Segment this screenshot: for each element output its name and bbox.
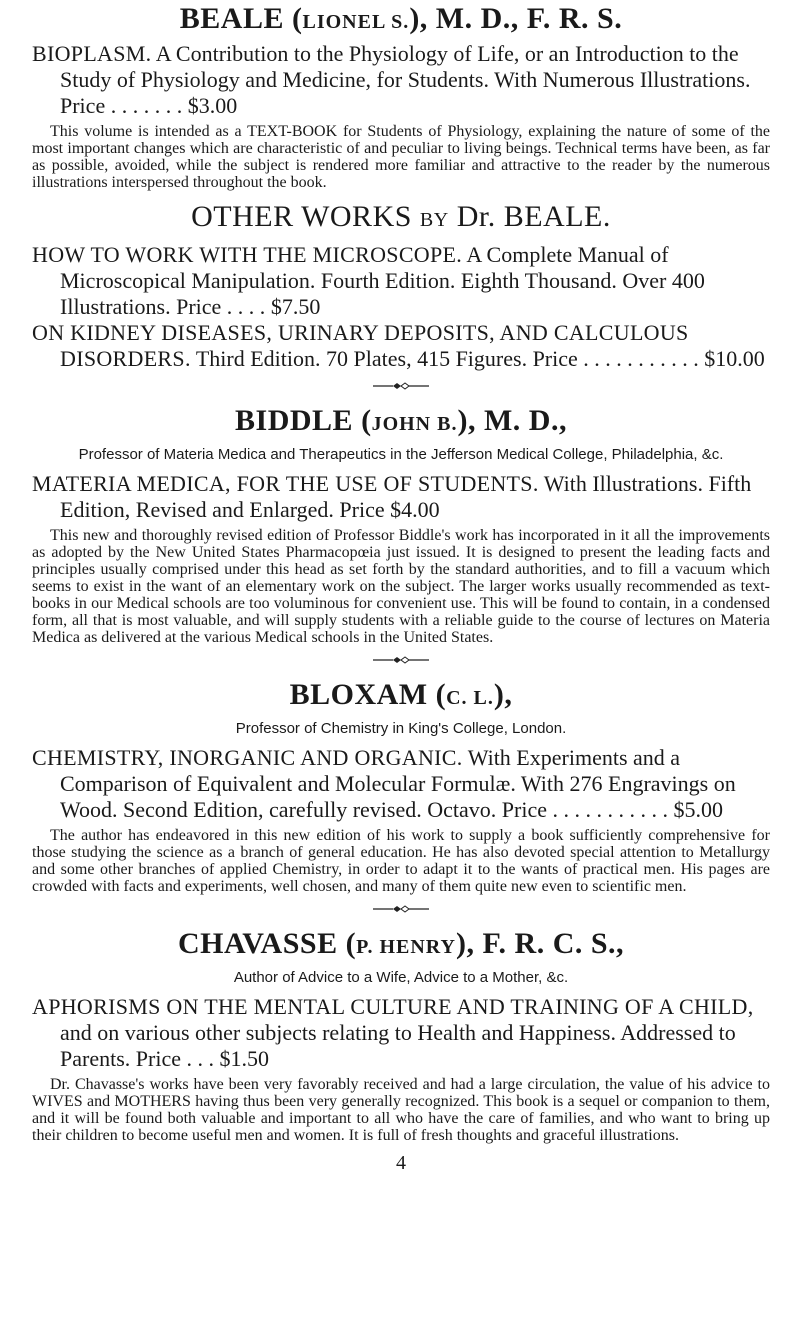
book-title-text: Third Edition. 70 Plates, 415 Figures. Price . . . . . . . . . . . bbox=[195, 346, 699, 371]
author-affiliation: Author of Advice to a Wife, Advice to a Mother, &c. bbox=[233, 969, 569, 986]
divider-ornament-icon bbox=[371, 656, 431, 664]
book-title-lead: BIOPLASM. bbox=[32, 41, 152, 66]
heading-text: OTHER WORKS bbox=[191, 200, 420, 233]
author-name: BEALE ( bbox=[179, 2, 303, 35]
book-title-lead: APHORISMS ON THE MENTAL CULTURE AND TRAINING OF A CHILD, bbox=[32, 994, 754, 1019]
author-credentials: ), F. R. C. S., bbox=[455, 927, 625, 960]
author-credentials: ), M. D., F. R. S. bbox=[409, 2, 623, 35]
book-title-lead: HOW TO WORK WITH THE MICROSCOPE. bbox=[32, 242, 463, 267]
author-initials: LIONEL S. bbox=[302, 11, 410, 33]
book-price: $1.50 bbox=[219, 1046, 269, 1071]
book-title-lead: MATERIA MEDICA, FOR THE USE OF STUDENTS. bbox=[32, 471, 539, 496]
author-affiliation: Professor of Chemistry in King's College, London. bbox=[235, 720, 567, 737]
book-title-materia-medica bbox=[32, 471, 770, 523]
author-name: BLOXAM ( bbox=[289, 678, 447, 711]
author-heading-biddle bbox=[32, 402, 770, 443]
book-description: This new and thoroughly revised edition of Professor Biddle's work has incorporated in it all the improvements as adopted by the New United States Pharmacopœia just issued. It is designed to present the leading facts and principles usually comprised under this head as set forth by the standard authorities, and to fill a vacuum which seems to exist in the want of an elementary work on the subject. The larger works usually recommended as text-books in our Medical schools are too voluminous for convenient use. This will be found to contain, in a condensed form, all that is most valuable, and will supply students with a reliable guide to the course of lectures on Materia Medica as delivered at the various Medical schools in the United States. bbox=[32, 527, 770, 646]
page-number: 4 bbox=[396, 1152, 406, 1174]
book-description: Dr. Chavasse's works have been very favorably received and had a large circulation, the value of his advice to WIVES and MOTHERS having thus been very generally recognized. This book is a sequel or companion to them, and it will be found both valuable and important to all who have the care of families, and who want to bring up their children to become useful men and women. It is full of fresh thoughts and graceful illustrations. bbox=[32, 1076, 770, 1144]
divider-ornament-icon bbox=[371, 382, 431, 390]
book-description: The author has endeavored in this new edition of his work to supply a book sufficiently comprehensive for those studying the science as a branch of general education. He has also devoted special attention to Metallurgy and some other branches of applied Chemistry, in order to adapt it to the wants of practical men. His pages are crowded with facts and experiments, well chosen, and many of them quite new even to scientific men. bbox=[32, 827, 770, 895]
author-name: BIDDLE ( bbox=[235, 404, 372, 437]
book-price: $4.00 bbox=[390, 497, 440, 522]
heading-author: Dr. BEALE. bbox=[448, 200, 611, 233]
author-credentials: ), bbox=[493, 678, 513, 711]
book-title-bioplasm bbox=[32, 41, 770, 119]
heading-by: BY bbox=[419, 209, 449, 231]
author-heading-chavasse bbox=[32, 925, 770, 966]
book-title-text: With Experiments and a Comparison of Equivalent and Molecular Formulæ. With 276 Engravings on Wood. Second Edition, carefully revised. Octavo. Price . . . . . . . . . . . bbox=[60, 745, 736, 822]
other-works-heading bbox=[32, 199, 770, 238]
divider-ornament-icon bbox=[371, 905, 431, 913]
book-title-microscope bbox=[32, 242, 770, 320]
book-title-lead: ON KIDNEY DISEASES, URINARY DEPOSITS, AND CALCULOUS DISORDERS. bbox=[32, 320, 689, 371]
book-title-text: and on various other subjects relating to Health and Happiness. Addressed to Parents. Price . . . bbox=[60, 1020, 736, 1071]
book-title-lead: CHEMISTRY, INORGANIC AND ORGANIC. bbox=[32, 745, 463, 770]
author-name: CHAVASSE ( bbox=[177, 927, 357, 960]
book-price: $10.00 bbox=[704, 346, 765, 371]
book-title-text: A Contribution to the Physiology of Life, or an Introduction to the Study of Physiology and Medicine, for Students. With Numerous Illustrations. Price . . . . . . . bbox=[60, 41, 751, 118]
book-price: $3.00 bbox=[187, 93, 238, 118]
book-title-kidney bbox=[32, 320, 770, 372]
author-heading-beale bbox=[32, 0, 770, 41]
book-title-chemistry bbox=[32, 745, 770, 823]
divider-ornament bbox=[32, 382, 770, 390]
author-affiliation: Professor of Materia Medica and Therapeutics in the Jefferson Medical College, Philadelphia, &c. bbox=[78, 446, 724, 463]
book-title-text: With Illustrations. Fifth Edition, Revised and Enlarged. Price bbox=[60, 471, 752, 522]
book-description: This volume is intended as a TEXT-BOOK for Students of Physiology, explaining the nature of some of the most important changes which are characteristic of and peculiar to living beings. Technical terms have been, as far as possible, avoided, while the subject is rendered more familiar and attractive to the reader by the numerous illustrations interspersed throughout the book. bbox=[32, 123, 770, 191]
book-price: $7.50 bbox=[270, 294, 321, 319]
author-heading-bloxam bbox=[32, 676, 770, 717]
book-price: $5.00 bbox=[673, 797, 723, 822]
author-credentials: ), M. D., bbox=[457, 404, 567, 437]
book-title-aphorisms bbox=[32, 994, 770, 1072]
book-title-text: A Complete Manual of Microscopical Manipulation. Fourth Edition. Eighth Thousand. Over 400 Illustrations. Price . . . . bbox=[60, 242, 705, 319]
author-initials: P. HENRY bbox=[356, 936, 456, 958]
author-initials: C. L. bbox=[446, 687, 494, 709]
author-initials: JOHN B. bbox=[371, 413, 458, 435]
divider-ornament bbox=[32, 656, 770, 664]
divider-ornament bbox=[32, 905, 770, 913]
